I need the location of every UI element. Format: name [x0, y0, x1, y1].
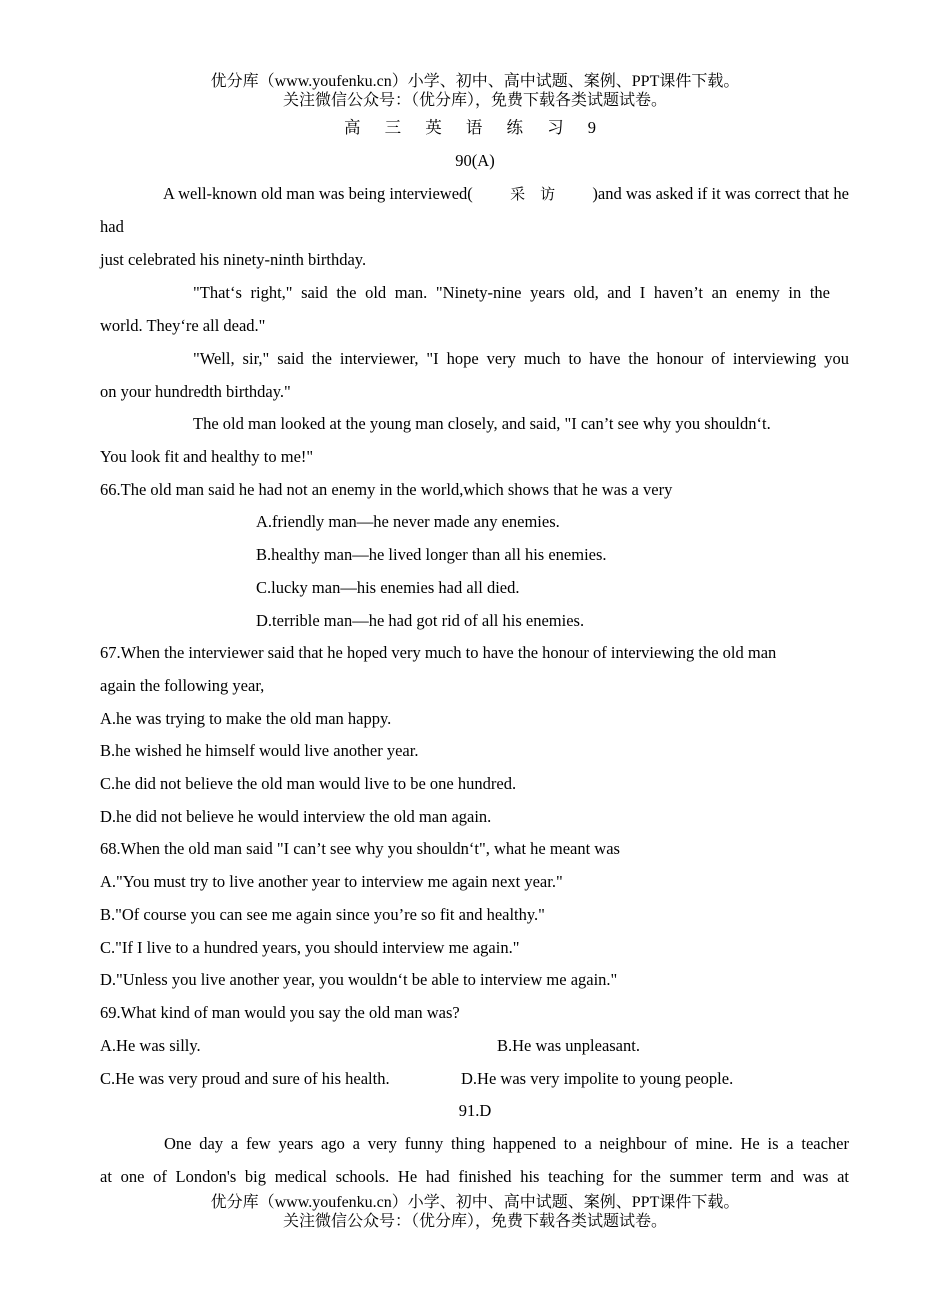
header-line-2: 关注微信公众号：（优分库），免费下载各类试题试卷。: [282, 92, 667, 109]
section-heading-91d: 91.D: [458, 1101, 492, 1120]
question-69-option-c: C.He was very proud and sure of his health.: [100, 1069, 390, 1088]
passage-text: )and was asked if it was correct that he: [592, 184, 849, 203]
passage-text: A well-known old man was being interviewed(: [163, 184, 473, 203]
footer-line-1: 优分库（www.youfenku.cn）小学、初中、高中试题、案例、PPT课件下载。: [210, 1194, 740, 1211]
passage-line: world. They‘re all dead.": [100, 316, 266, 335]
question-66-option-d: D.terrible man—he had got rid of all his enemies.: [256, 611, 585, 630]
passage-line: You look fit and healthy to me!": [100, 447, 314, 466]
footer-line-2: 关注微信公众号：（优分库），免费下载各类试题试卷。: [282, 1213, 667, 1230]
passage-line: One day a few years ago a very funny thing happened to a neighbour of mine. He is a teacher: [164, 1134, 849, 1153]
question-68-stem: 68.When the old man said "I can’t see why you shouldn‘t", what he meant was: [100, 839, 620, 858]
question-69-option-b: B.He was unpleasant.: [497, 1036, 640, 1055]
chinese-gloss: 采 访: [510, 185, 556, 203]
question-69-stem: 69.What kind of man would you say the old man was?: [100, 1003, 460, 1022]
passage-line: just celebrated his ninety-ninth birthday.: [100, 250, 367, 269]
question-67-option-c: C.he did not believe the old man would live to be one hundred.: [100, 774, 517, 793]
question-67-stem-cont: again the following year,: [100, 676, 265, 695]
question-68-option-b: B."Of course you can see me again since you’re so fit and healthy.": [100, 905, 545, 924]
header-line-1: 优分库（www.youfenku.cn）小学、初中、高中试题、案例、PPT课件下载。: [210, 73, 740, 90]
question-66-option-a: A.friendly man—he never made any enemies.: [256, 512, 560, 531]
passage-line: at one of London's big medical schools. He had finished his teaching for the summer term and was at: [100, 1167, 849, 1186]
question-67-option-d: D.he did not believe he would interview the old man again.: [100, 807, 492, 826]
section-heading-90a: 90(A): [455, 151, 495, 170]
question-67-option-b: B.he wished he himself would live another year.: [100, 741, 419, 760]
question-68-option-d: D."Unless you live another year, you wouldn‘t be able to interview me again.": [100, 970, 618, 989]
question-69-option-d: D.He was very impolite to young people.: [461, 1069, 734, 1088]
question-66-option-b: B.healthy man—he lived longer than all his enemies.: [256, 545, 607, 564]
question-69-option-a: A.He was silly.: [100, 1036, 201, 1055]
question-66-stem: 66.The old man said he had not an enemy in the world,which shows that he was a very: [100, 480, 673, 499]
question-67-stem: 67.When the interviewer said that he hoped very much to have the honour of interviewing the old man: [100, 643, 777, 662]
question-66-option-c: C.lucky man—his enemies had all died.: [256, 578, 520, 597]
passage-line: had: [100, 217, 124, 236]
question-67-option-a: A.he was trying to make the old man happy.: [100, 709, 392, 728]
document-title: 高 三 英 语 练 习 9: [344, 118, 606, 137]
question-68-option-c: C."If I live to a hundred years, you should interview me again.": [100, 938, 520, 957]
passage-line: "Well, sir," said the interviewer, "I hope very much to have the honour of interviewing you: [193, 349, 849, 368]
passage-line: "That‘s right," said the old man. "Ninety-nine years old, and I haven’t an enemy in the: [193, 283, 830, 302]
question-68-option-a: A."You must try to live another year to interview me again next year.": [100, 872, 563, 891]
passage-line-1: [163, 184, 849, 204]
passage-line: The old man looked at the young man closely, and said, "I can’t see why you shouldn‘t.: [193, 414, 771, 433]
passage-line: on your hundredth birthday.": [100, 382, 291, 401]
